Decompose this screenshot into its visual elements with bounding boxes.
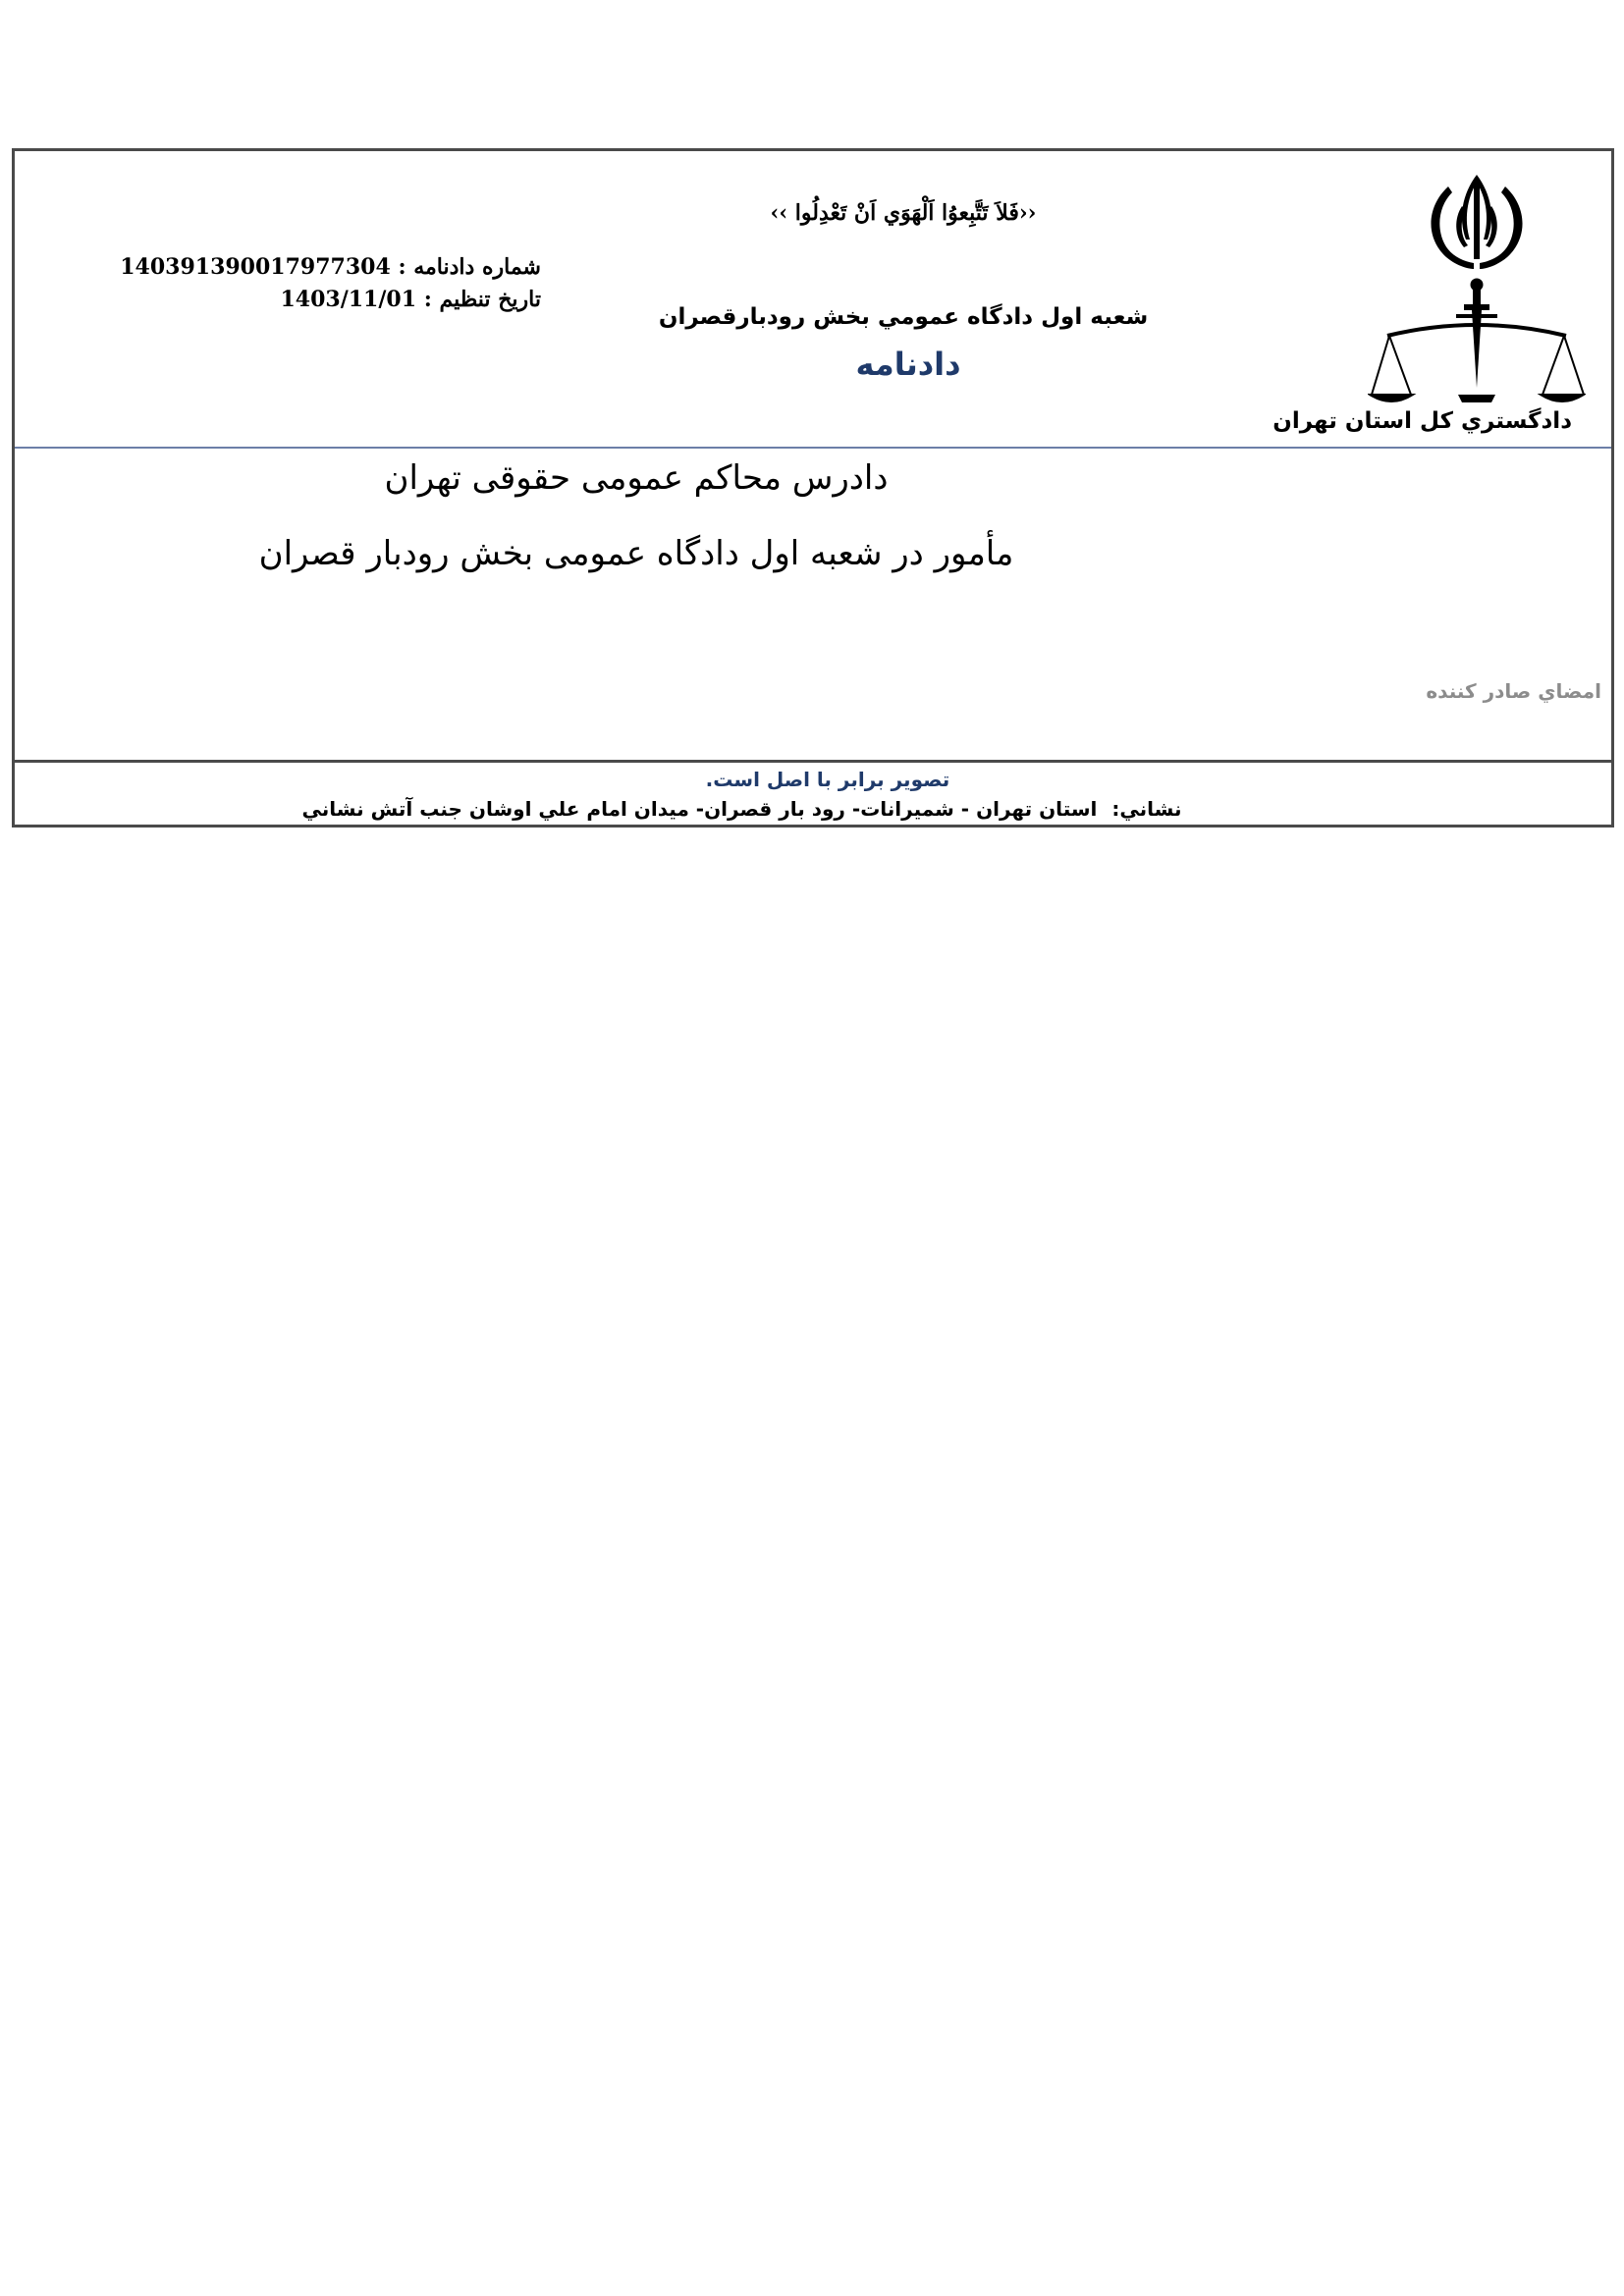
ruling-number-label: شماره دادنامه : xyxy=(398,254,541,280)
quran-verse: ‹‹فَلاَ تَتَّبِعوُا اَلْهَوَي اَنْ تَعْدِلُوا ›› xyxy=(770,200,1037,226)
court-address xyxy=(15,797,1611,821)
date-row xyxy=(120,284,541,316)
court-name: دادگستري كل استان تهران xyxy=(1272,408,1572,434)
document-header xyxy=(15,151,1611,449)
address-text: استان تهران - شميرانات- رود بار قصران- ميدان امام علي اوشان جنب آتش نشاني xyxy=(301,797,1098,821)
copy-certification-note: تصوير برابر با اصل است. xyxy=(705,768,950,791)
date-label: تاريخ تنظيم : xyxy=(423,287,541,312)
date-value: 1403/11/01 xyxy=(280,287,417,312)
judiciary-emblem-icon xyxy=(1368,167,1586,407)
ruling-meta xyxy=(120,251,541,316)
ruling-number-row xyxy=(120,251,541,284)
branch-title: شعبه اول دادگاه عمومي بخش رودبارقصران xyxy=(658,304,1149,330)
ruling-document-frame xyxy=(12,148,1614,828)
judge-assignment: مأمور در شعبه اول دادگاه عمومی بخش رودبار قصران xyxy=(258,534,1014,573)
ruling-number: 140391390017977304 xyxy=(120,254,391,280)
document-footer xyxy=(15,760,1611,825)
address-label: نشاني: xyxy=(1111,797,1182,821)
issuer-signature-label: امضاي صادر كننده xyxy=(1426,679,1601,703)
judge-title: دادرس محاکم عمومی حقوقی تهران xyxy=(384,458,889,498)
document-title: دادنامه xyxy=(855,346,961,383)
